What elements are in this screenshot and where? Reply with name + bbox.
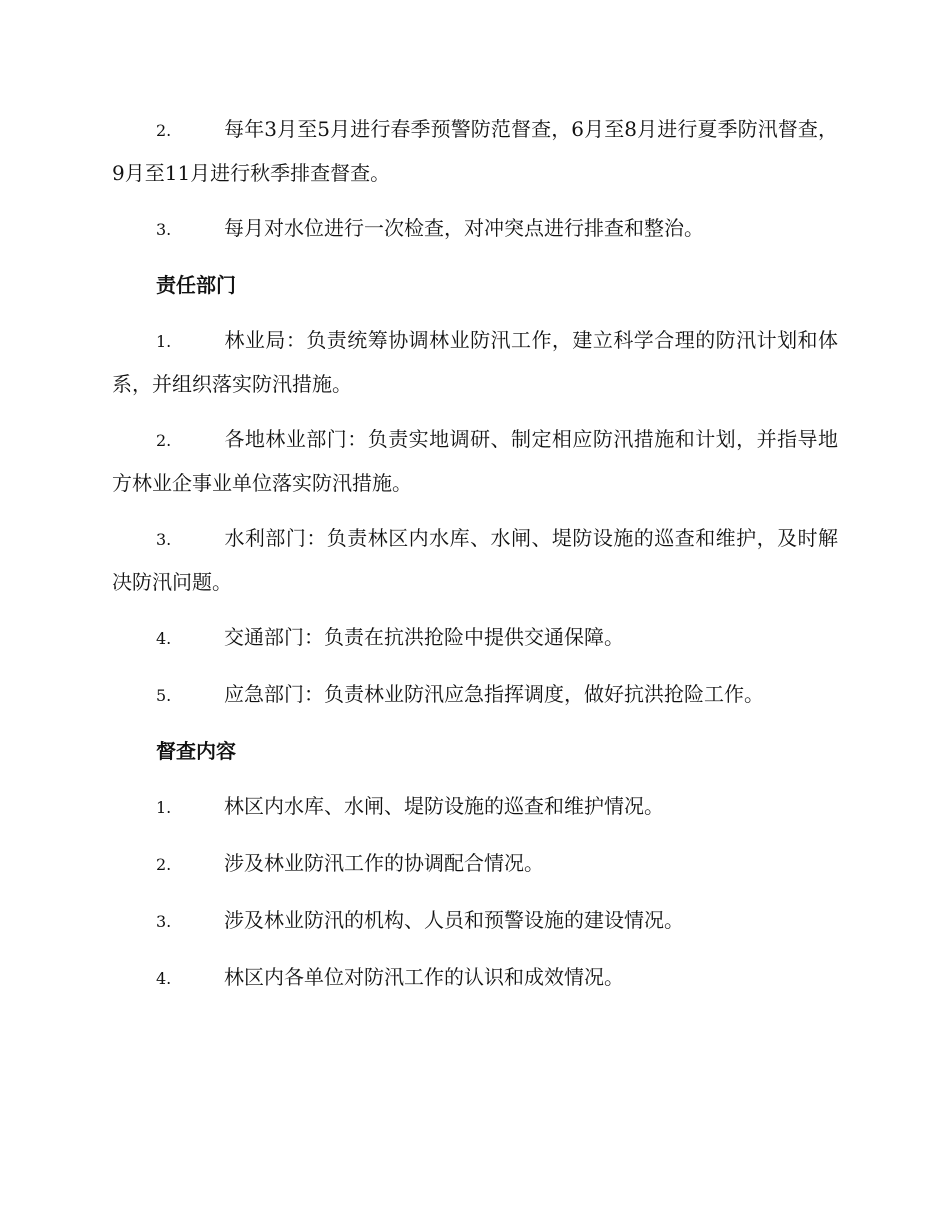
list-item-number: 2. <box>156 855 172 874</box>
list-item-text: 交通部门：负责在抗洪抢险中提供交通保障。 <box>224 625 624 649</box>
list-item-number: 1. <box>156 798 172 817</box>
list-item-text: 林区内水库、水闸、堤防设施的巡查和维护情况。 <box>224 794 664 818</box>
list-item <box>112 108 838 194</box>
list-item <box>112 956 838 1000</box>
list-item-number: 4. <box>156 629 172 648</box>
list-item <box>112 517 838 603</box>
list-item-number: 5. <box>156 686 172 705</box>
list-item-text: 水利部门：负责林区内水库、水闸、堤防设施的巡查和维护，及时解决防汛问题。 <box>112 526 838 594</box>
list-item-text: 涉及林业防汛工作的协调配合情况。 <box>224 851 544 875</box>
list-item <box>112 673 838 717</box>
list-item-text: 应急部门：负责林业防汛应急指挥调度，做好抗洪抢险工作。 <box>224 682 764 706</box>
list-item-number: 3. <box>156 220 172 239</box>
list-item-number: 1. <box>156 332 172 351</box>
list-item <box>112 785 838 829</box>
section-heading-inspection-content: 督查内容 <box>156 739 236 763</box>
list-item-text: 林区内各单位对防汛工作的认识和成效情况。 <box>224 965 624 989</box>
list-item <box>112 899 838 943</box>
list-item-number: 3. <box>156 912 172 931</box>
list-item-text: 每月对水位进行一次检查，对冲突点进行排查和整治。 <box>224 216 704 240</box>
list-item <box>112 842 838 886</box>
list-item-text: 每年3月至5月进行春季预警防范督查，6月至8月进行夏季防汛督查，9月至11月进行秋季排查督查。 <box>112 117 838 185</box>
list-item-number: 2. <box>156 121 172 140</box>
list-item-number: 4. <box>156 969 172 988</box>
list-item <box>112 616 838 660</box>
section-heading-responsible-departments: 责任部门 <box>156 273 236 297</box>
list-item-text: 涉及林业防汛的机构、人员和预警设施的建设情况。 <box>224 908 684 932</box>
list-item-text: 各地林业部门：负责实地调研、制定相应防汛措施和计划，并指导地方林业企事业单位落实防汛措施。 <box>112 427 838 495</box>
list-item <box>112 418 838 504</box>
document-body <box>112 108 838 1013</box>
list-item-number: 3. <box>156 530 172 549</box>
list-item <box>112 319 838 405</box>
list-item-text: 林业局：负责统筹协调林业防汛工作，建立科学合理的防汛计划和体系，并组织落实防汛措施。 <box>112 328 838 396</box>
list-item-number: 2. <box>156 431 172 450</box>
list-item <box>112 207 838 251</box>
